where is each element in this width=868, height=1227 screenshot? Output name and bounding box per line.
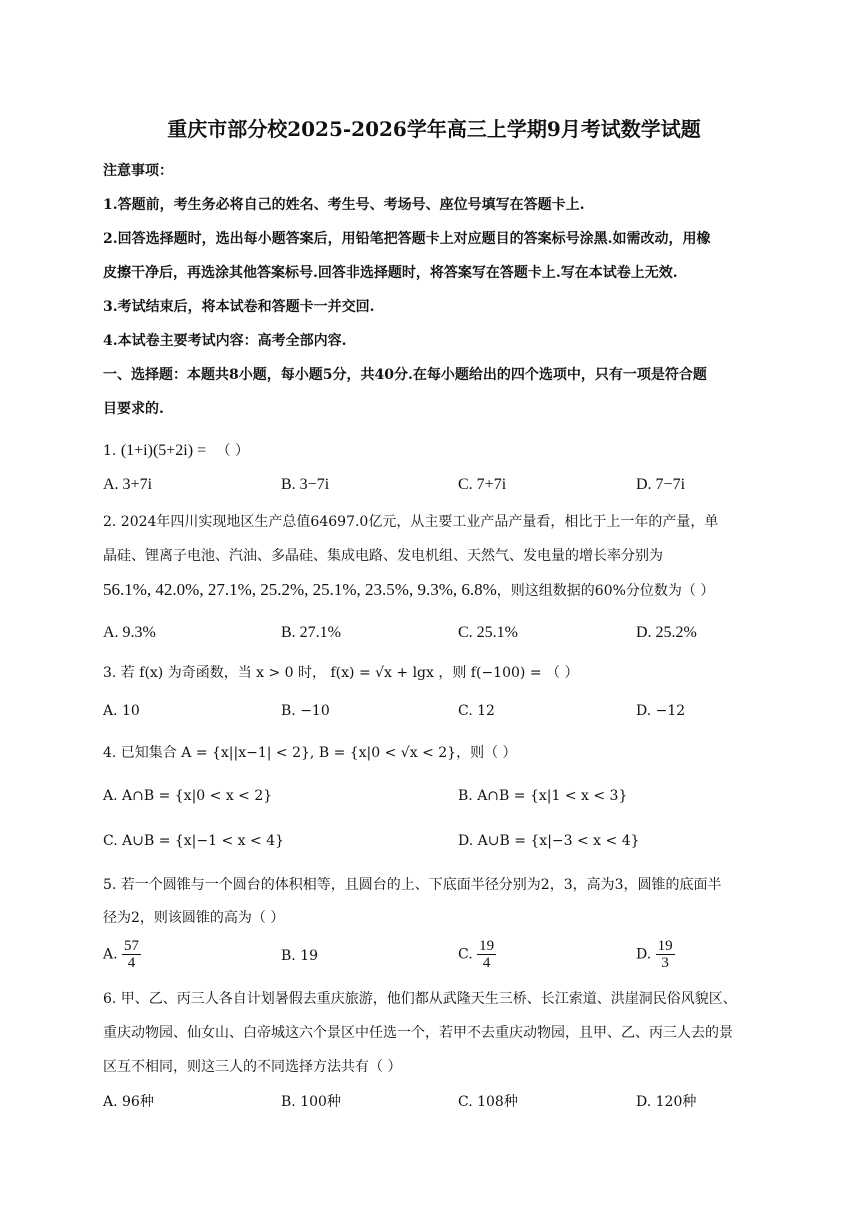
q5-option-d-numerator: 19 <box>657 938 673 954</box>
q1-option-b: B. 3−7i <box>281 476 330 493</box>
q5-option-c-label: C. <box>458 946 473 963</box>
q2-line-1: 2. 2024年四川实现地区生产总值64697.0亿元，从主要工业产品产量看，相比于上一年的产量，单 <box>103 514 719 530</box>
notice-heading: 注意事项： <box>103 163 173 179</box>
q2-option-c: C. 25.1% <box>458 624 518 641</box>
q5-option-a-label: A. <box>103 946 118 963</box>
q5-line-1: 5. 若一个圆锥与一个圆台的体积相等，且圆台的上、下底面半径分别为2，3，高为3，圆锥的底面半 <box>103 877 722 893</box>
q2-growth-data: 56.1%, 42.0%, 27.1%, 25.2%, 25.1%, 23.5%, 9.3%, 6.8% <box>103 580 497 599</box>
q3-option-b: B. −10 <box>281 703 330 719</box>
q5-option-a-denominator: 4 <box>127 955 136 971</box>
notice-4: 4.本试卷主要考试内容：高考全部内容. <box>103 333 347 349</box>
q5-option-a <box>103 938 141 971</box>
q2-option-b: B. 27.1% <box>281 624 341 641</box>
q5-option-d-denominator: 3 <box>661 955 669 971</box>
q4-stem: 4. 已知集合 A = {x||x−1| < 2}, B = {x|0 < √x < 2}，则（ ） <box>103 745 517 761</box>
q5-option-b: B. 19 <box>281 948 319 964</box>
q5-option-d-label: D. <box>636 946 652 963</box>
q4-option-d: D. A∪B = {x|−3 < x < 4} <box>458 833 640 849</box>
q2-option-d: D. 25.2% <box>636 624 697 641</box>
q6-option-c: C. 108种 <box>458 1094 518 1110</box>
q3-option-c: C. 12 <box>458 703 495 719</box>
q6-option-b: B. 100种 <box>281 1094 341 1110</box>
q4-option-a: A. A∩B = {x|0 < x < 2} <box>103 788 273 804</box>
q1-option-d: D. 7−7i <box>636 476 686 493</box>
q3-stem: 3. 若 f(x) 为奇函数，当 x > 0 时， f(x) = √x + lgx ，则 f(−100) = （ ） <box>103 665 579 681</box>
notice-2-cont: 皮擦干净后，再选涂其他答案标号.回答非选择题时，将答案写在答题卡上.写在本试卷上无效. <box>103 265 678 281</box>
q1-option-c: C. 7+7i <box>458 476 507 493</box>
q2-question-tail: ，则这组数据的60%分位数为（ ） <box>496 583 715 599</box>
q2-option-a: A. 9.3% <box>103 624 156 641</box>
q5-option-c-denominator: 4 <box>482 955 491 971</box>
q3-option-a: A. 10 <box>103 703 140 719</box>
q1-expression: (1+i)(5+2i) = <box>120 442 207 459</box>
exam-title: 重庆市部分校2025-2026学年高三上学期9月考试数学试题 <box>167 117 701 141</box>
notice-2: 2.回答选择题时，选出每小题答案后，用铅笔把答题卡上对应题目的答案标号涂黑.如需改动，用橡 <box>103 231 711 247</box>
q5-option-a-numerator: 57 <box>124 938 140 954</box>
q5-line-2: 径为2，则该圆锥的高为（ ） <box>103 910 285 926</box>
q1-option-a: A. 3+7i <box>103 476 153 493</box>
q6-option-a: A. 96种 <box>103 1094 154 1110</box>
q2-line-2: 晶硅、锂离子电池、汽油、多晶硅、集成电路、发电机组、天然气、发电量的增长率分别为 <box>103 548 663 564</box>
q6-option-d: D. 120种 <box>636 1094 697 1110</box>
q1-stem <box>103 440 249 460</box>
q5-option-c-fraction <box>477 938 496 971</box>
q4-option-b: B. A∩B = {x|1 < x < 3} <box>458 788 628 804</box>
q2-line-3 <box>103 580 714 600</box>
q5-option-c <box>458 938 496 971</box>
q1-answer-bracket: （ ） <box>216 443 249 459</box>
section-heading: 一、选择题：本题共8小题，每小题5分，共40分.在每小题给出的四个选项中，只有一项是符合题 <box>103 367 707 383</box>
q6-line-2: 重庆动物园、仙女山、白帝城这六个景区中任选一个，若甲不去重庆动物园，且甲、乙、丙三人去的景 <box>103 1025 733 1041</box>
notice-3: 3.考试结束后，将本试卷和答题卡一并交回. <box>103 299 375 315</box>
q6-line-3: 区互不相同，则这三人的不同选择方法共有（ ） <box>103 1059 402 1075</box>
q5-option-d <box>636 938 675 971</box>
q5-option-a-fraction <box>122 938 141 971</box>
q3-option-d: D. −12 <box>636 703 686 719</box>
q1-number: 1. <box>103 443 117 459</box>
q5-option-d-fraction <box>656 938 675 971</box>
section-heading-cont: 目要求的. <box>103 401 164 417</box>
q6-line-1: 6. 甲、乙、丙三人各自计划暑假去重庆旅游，他们都从武隆天生三桥、长江索道、洪崖洞民俗风貌区、 <box>103 991 737 1007</box>
notice-1: 1.答题前，考生务必将自己的姓名、考生号、考场号、座位号填写在答题卡上. <box>103 197 585 213</box>
q5-option-c-numerator: 19 <box>479 938 495 954</box>
q4-option-c: C. A∪B = {x|−1 < x < 4} <box>103 833 285 849</box>
